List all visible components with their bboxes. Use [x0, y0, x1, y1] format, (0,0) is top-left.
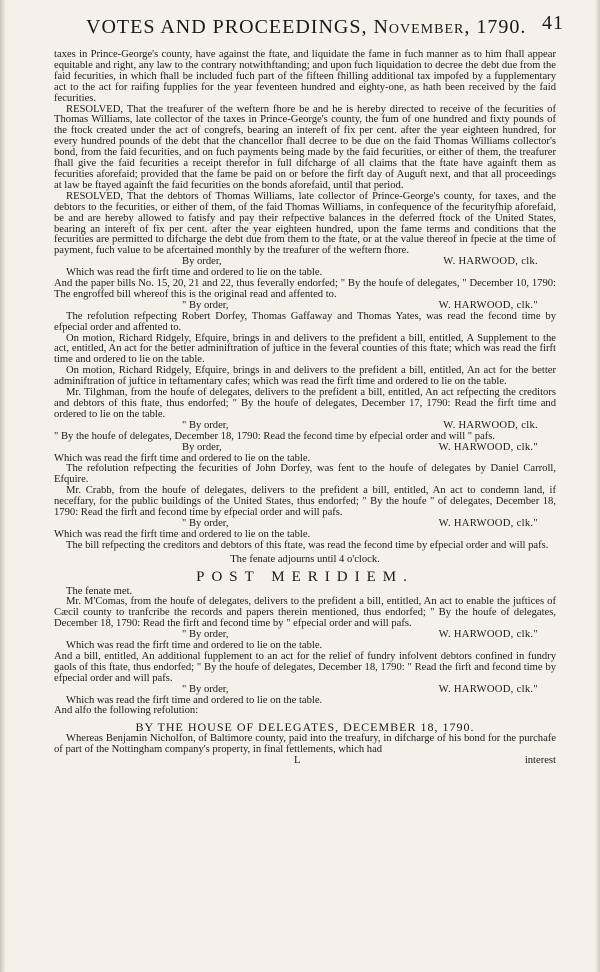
signature-by: " By order,	[182, 683, 229, 695]
document-body	[54, 50, 556, 767]
catchword: interest	[524, 755, 556, 767]
signature-line	[54, 443, 556, 454]
paragraph: Mr. M'Comas, from the houfe of delegates, delivers to the prefident a bill, entitled, An act to enable the juftices of Cæcil county to tranfcribe the records and papers therein mentioned, thus endorfed; " By the houfe of delegates, December 18, 1790: Read the firft and fecond time by " efpecial order and will pafs.	[54, 596, 556, 630]
signature-name: W. HARWOOD, clk."	[438, 441, 538, 453]
signature-name: W. HARWOOD, clk."	[438, 683, 538, 695]
paragraph: Which was read the firft time and ordered to lie on the table.	[66, 267, 323, 279]
paragraph: On motion, Richard Ridgely, Efquire, brings in and delivers to the prefident a bill, entitled, A Supplement to the act, entitled, An act for the better adminiftration of juftice in the feveral counties of this ftate; which was read the firft time and ordered to lie on the table.	[54, 332, 556, 366]
page-footer-line	[54, 756, 556, 767]
paragraph: The fenate met.	[66, 585, 133, 597]
page-number: 41	[542, 12, 564, 34]
page-fold-shadow-right	[595, 0, 600, 972]
paragraph: Whereas Benjamin Nicholfon, of Baltimore county, paid into the treafury, in difcharge of his bond for the purchafe of part of the Nottingham company's property, in final fettlements, which had	[54, 733, 556, 756]
paragraph: RESOLVED, That the treafurer of the weftern fhore be and he is hereby directed to receive of the fecurities of Thomas Williams, late collector of the taxes in Prince-George's county, the fum of one hundred and fixty pounds of the ftock created under the act of congrefs, bearing an intereft of fix per cent. after the year eighteen hundred, for every hundred pounds of the debt that the chancellor fhall decree to be due on the faid Thomas Williams collector's bond, from the faid fecurities, and on fuch payments being made by the faid fecurities, or either of them, the treafurer fhall give the faid fecurities a receipt therefor in full difcharge of all claims that the ftate have againft them as fecurities aforefaid; provided that the fame be paid on or before the firft day of Auguft next, and that all proceedings at law be ftayed againft the faid fecurities on the bonds aforefaid, until that period.	[54, 103, 556, 191]
header-title: VOTES AND PROCEEDINGS, November, 1790.	[86, 16, 527, 38]
paragraph: Which was read the firft time and ordered to lie on the table.	[54, 528, 311, 540]
signature-name: W. HARWOOD, clk.	[443, 256, 538, 268]
signature-name: W. HARWOOD, clk."	[438, 629, 538, 641]
signature-line	[54, 685, 556, 696]
paragraph: The refolution refpecting Robert Dorfey, Thomas Gaffaway and Thomas Yates, was read the fecond time by efpecial order and affented to.	[54, 310, 556, 333]
signature-name: W. HARWOOD, clk."	[438, 299, 538, 311]
paragraph: Which was read the firft time and ordered to lie on the table.	[66, 640, 323, 652]
paragraph: The bill refpecting the creditors and debtors of this ftate, was read the fecond time by efpecial order and will pafs.	[66, 539, 549, 551]
paragraph: And a bill, entitled, An additional fupplement to an act for the relief of fundry infolvent debtors confined in fundry gaols of this ftate, thus endorfed; " By the houfe of delegates, December 18, 1790: " Read the firft and fecond time by efpecial order and will pafs.	[54, 650, 556, 684]
signature-by: " By order,	[182, 419, 229, 431]
resolution-heading: BY THE HOUSE OF DELEGATES, DECEMBER 18, 1790.	[135, 720, 475, 735]
adjournment-note: The fenate adjourns until 4 o'clock.	[230, 553, 380, 565]
paragraph: taxes in Prince-George's county, have against the ftate, and liquidate the fame in fuch manner as to him fhall appear equitable and right, any law to the contrary notwithftanding; and upon fuch liquidation to decree the debt due from the faid fecurities, in which fhall be included fuch part of the fifteen fhilling additional tax impofed by a fupplementary act to the act for raifing fupplies for the year feventeen hundred and eighty-one, as hath been received by the faid fecurities.	[54, 49, 556, 104]
signature-by: By order,	[182, 441, 222, 453]
post-meridiem-heading: POST MERIDIEM.	[196, 568, 414, 585]
paragraph: And the paper bills No. 15, 20, 21 and 22, thus feverally endorfed; " By the houfe of delegates, " December 10, 1790: The engroffed bill whereof this is the original read and affented to.	[54, 278, 556, 300]
paragraph: And alfo the following refolution:	[54, 705, 199, 717]
signature-name: W. HARWOOD, clk."	[438, 517, 538, 529]
running-header	[86, 12, 570, 48]
signature-by: " By order,	[182, 517, 229, 529]
paragraph: RESOLVED, That the debtors of Thomas Williams, late collector of Prince-George's county, for taxes, and the debtors to the fecurities, or either of them, of the faid Thomas Williams, in confequence of the fecurityfhip aforefaid, be and are hereby allowed to fatisfy and pay their refpective balances in the deferred ftock of the United States, bearing an intereft of fix per cent. after the year eighteen hundred, upon the fame terms and conditions that the fecurities are permitted to difcharge the debt due from them to the ftate, or at the value thereof in fpecie at the time of payment, fuch value to be afcertained monthly by the treafurer of the weftern fhore.	[54, 190, 556, 257]
paragraph: Which was read the firft time and ordered to lie on the table.	[54, 452, 311, 464]
paragraph: On motion, Richard Ridgely, Efquire, brings in and delivers to the prefident a bill, entitled, An act for the better adminiftration of juftice in teftamentary cafes; which was read the firft time and ordered to lie on the table.	[54, 365, 556, 388]
signature-by: By order,	[182, 256, 222, 268]
signature-by: " By order,	[182, 299, 229, 311]
signature-name: W. HARWOOD, clk.	[443, 419, 538, 431]
signature-by: " By order,	[182, 629, 229, 641]
page-fold-shadow-left	[0, 0, 6, 972]
paragraph: " By the houfe of delegates, December 18, 1790: Read the fecond time by efpecial order and will " pafs.	[54, 430, 496, 442]
paragraph: The refolution refpecting the fecurities of John Dorfey, was fent to the houfe of delegates by Daniel Carroll, Efquire.	[54, 463, 556, 486]
paragraph: Which was read the firft time and ordered to lie on the table.	[66, 694, 323, 706]
paragraph: Mr. Tilghman, from the houfe of delegates, delivers to the prefident a bill, entitled, An act refpecting the creditors and debtors of this ftate, thus endorfed; " By the houfe of delegates, December 17, 1790: Read the firft time and ordered to lie on the table.	[54, 387, 556, 420]
signature-mark: L	[294, 755, 301, 767]
paragraph: Mr. Crabb, from the houfe of delegates, delivers to the prefident a bill, entitled, An act to condemn land, if neceffary, for the public buildings of the United States, thus endorfed; " By the houfe " of delegates, December 18, 1790: Read the firft and fecond time by efpecial order and will pafs.	[54, 485, 556, 519]
